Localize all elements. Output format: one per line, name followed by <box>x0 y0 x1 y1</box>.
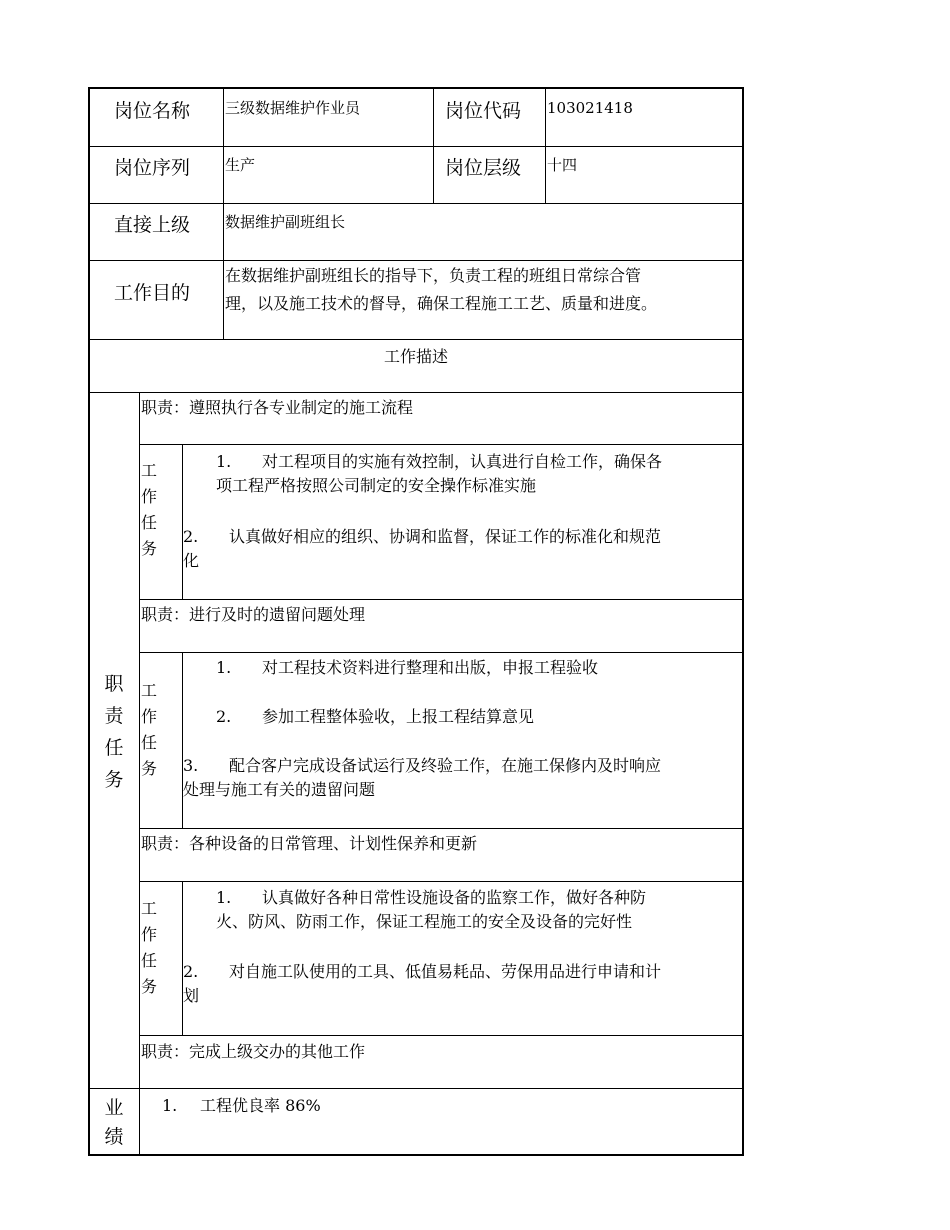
responsibilities-label: 职 责 任 务 <box>104 673 124 791</box>
task-3-2: 2. 对自施工队使用的工具、低值易耗品、劳保用品进行申请和计 划 <box>183 962 662 1005</box>
task-2-2: 2. 参加工程整体验收，上报工程结算意见 <box>216 707 535 726</box>
objective-line-2: 理，以及施工技术的督导，确保工程施工工艺、质量和进度。 <box>225 294 658 313</box>
position-series-value: 生产 <box>225 156 256 174</box>
description-title: 工作描述 <box>383 347 448 366</box>
supervisor-label: 直接上级 <box>114 214 191 236</box>
duty-4: 职责：完成上级交办的其他工作 <box>141 1042 366 1061</box>
supervisor-value: 数据维护副班组长 <box>225 213 346 231</box>
position-code-label: 岗位代码 <box>445 100 522 122</box>
performance-label: 业 绩 <box>104 1097 124 1148</box>
position-series-label: 岗位序列 <box>114 157 191 179</box>
task-1-1: 1. 对工程项目的实施有效控制，认真进行自检工作，确保各 项工程严格按照公司制定的安全操作标准实施 <box>216 452 663 495</box>
performance-item-1: 1. 工程优良率 86% <box>162 1096 321 1115</box>
duty-3: 职责：各种设备的日常管理、计划性保养和更新 <box>141 834 478 853</box>
position-code-value: 103021418 <box>547 99 633 117</box>
task-2-1: 1. 对工程技术资料进行整理和出版，申报工程验收 <box>216 658 599 677</box>
objective-line-1: 在数据维护副班组长的指导下，负责工程的班组日常综合管 <box>225 266 642 285</box>
duty-1: 职责：遵照执行各专业制定的施工流程 <box>141 398 414 417</box>
duty-2: 职责：进行及时的遗留问题处理 <box>141 605 366 624</box>
task-label-1: 工 作 任 务 <box>141 461 158 558</box>
objective-label: 工作目的 <box>114 282 191 304</box>
position-level-label: 岗位层级 <box>445 157 522 179</box>
position-name-label: 岗位名称 <box>114 100 191 122</box>
position-name-value: 三级数据维护作业员 <box>225 99 361 117</box>
task-label-2: 工 作 任 务 <box>141 681 158 778</box>
task-3-1: 1. 认真做好各种日常性设施设备的监察工作，做好各种防 火、防风、防雨工作，保证工程施工的安全及设备的完好性 <box>216 888 647 931</box>
task-1-2: 2. 认真做好相应的组织、协调和监督，保证工作的标准化和规范 化 <box>183 527 662 570</box>
position-level-value: 十四 <box>547 156 578 174</box>
task-2-3: 3. 配合客户完成设备试运行及终验工作，在施工保修内及时响应 处理与施工有关的遗留问题 <box>183 756 662 799</box>
task-label-3: 工 作 任 务 <box>141 899 158 996</box>
